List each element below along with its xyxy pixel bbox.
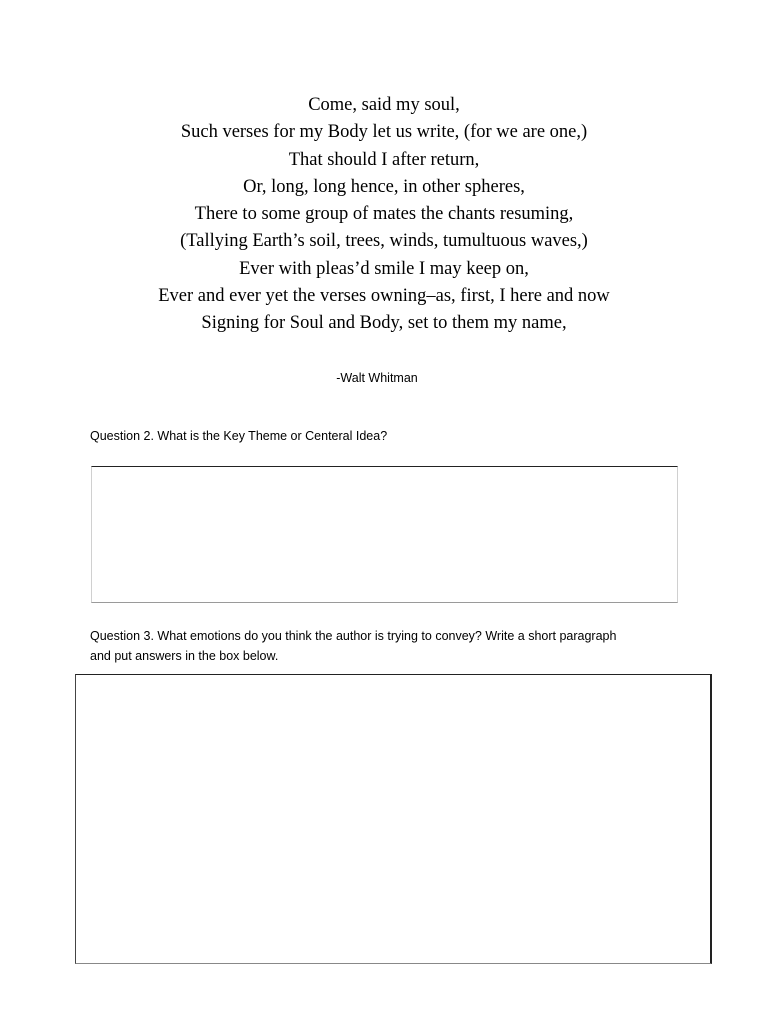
poem-line: (Tallying Earth’s soil, trees, winds, tumultuous waves,) — [180, 231, 588, 252]
poem-line: There to some group of mates the chants resuming, — [194, 204, 574, 225]
question-3-answer-box[interactable] — [75, 674, 712, 964]
poem-line: Ever and ever yet the verses owning–as, first, I here and now — [158, 286, 610, 307]
question-3-prompt — [90, 626, 690, 666]
question-3-prompt-line-2: and put answers in the box below. — [90, 649, 279, 663]
poem-line: That should I after return, — [288, 149, 480, 170]
question-2-answer-box[interactable] — [91, 466, 678, 603]
question-3-prompt-line-1: Question 3. What emotions do you think the author is trying to convey? Write a short paragraph — [90, 629, 617, 643]
poem-line: Signing for Soul and Body, set to them my name, — [201, 313, 567, 334]
poem-author: -Walt Whitman — [336, 371, 418, 385]
question-2-prompt: Question 2. What is the Key Theme or Centeral Idea? — [90, 429, 388, 443]
poem-line: Ever with pleas’d smile I may keep on, — [239, 258, 529, 279]
poem-line: Come, said my soul, — [308, 95, 460, 115]
poem-line: Or, long, long hence, in other spheres, — [243, 176, 525, 197]
poem-text — [0, 92, 768, 338]
poem-line: Such verses for my Body let us write, (for we are one,) — [180, 122, 588, 143]
